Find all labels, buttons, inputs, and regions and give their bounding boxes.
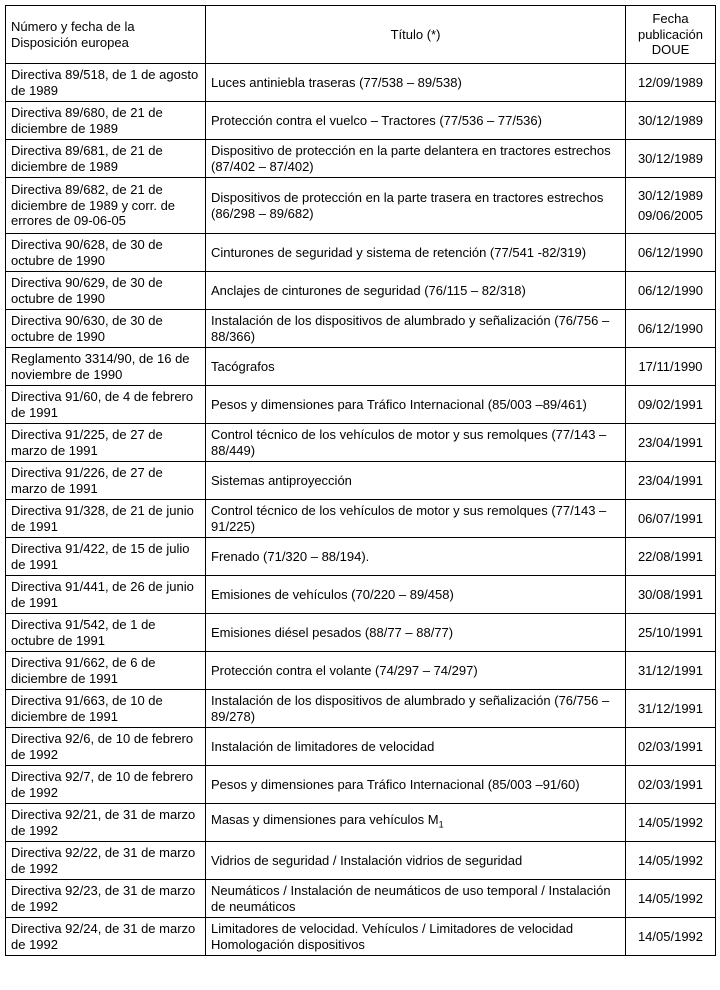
cell-titulo	[206, 424, 626, 462]
cell-fecha	[626, 272, 716, 310]
cell-fecha	[626, 842, 716, 880]
titulo-text: Luces antiniebla traseras (77/538 – 89/538)	[211, 74, 462, 90]
table-row	[6, 690, 716, 728]
fecha-value: 31/12/1991	[637, 700, 704, 716]
table-row	[6, 842, 716, 880]
fecha-value: 23/04/1991	[637, 472, 704, 488]
cell-fecha	[626, 102, 716, 140]
cell-fecha	[626, 310, 716, 348]
header-row	[6, 6, 716, 64]
cell-disposicion: Directiva 91/225, de 27 de marzo de 1991	[6, 424, 206, 462]
fecha-value-2: 09/06/2005	[637, 207, 704, 223]
fecha-value: 06/12/1990	[637, 244, 704, 260]
cell-disposicion: Directiva 92/22, de 31 de marzo de 1992	[6, 842, 206, 880]
table-row	[6, 576, 716, 614]
cell-disposicion: Directiva 92/21, de 31 de marzo de 1992	[6, 804, 206, 842]
titulo-text: Protección contra el volante (74/297 – 74/297)	[211, 662, 478, 678]
cell-disposicion: Directiva 91/542, de 1 de octubre de 1991	[6, 614, 206, 652]
table-row	[6, 310, 716, 348]
table-row	[6, 918, 716, 956]
table-row	[6, 728, 716, 766]
cell-disposicion: Directiva 89/681, de 21 de diciembre de 1989	[6, 140, 206, 178]
cell-disposicion: Directiva 91/662, de 6 de diciembre de 1991	[6, 652, 206, 690]
cell-titulo	[206, 500, 626, 538]
table-row	[6, 178, 716, 234]
table-row	[6, 386, 716, 424]
cell-titulo	[206, 348, 626, 386]
cell-titulo	[206, 804, 626, 842]
fecha-value: 02/03/1991	[637, 776, 704, 792]
cell-fecha	[626, 652, 716, 690]
cell-disposicion: Directiva 89/680, de 21 de diciembre de 1989	[6, 102, 206, 140]
fecha-value: 30/12/1989	[637, 188, 704, 203]
cell-titulo	[206, 178, 626, 234]
titulo-text: Cinturones de seguridad y sistema de retención (77/541 -82/319)	[211, 244, 587, 260]
cell-fecha	[626, 880, 716, 918]
cell-titulo	[206, 728, 626, 766]
fecha-value: 17/11/1990	[638, 358, 703, 374]
cell-fecha	[626, 348, 716, 386]
cell-titulo	[206, 234, 626, 272]
fecha-value: 23/04/1991	[637, 434, 704, 450]
titulo-text: Protección contra el vuelco – Tractores (77/536 – 77/536)	[211, 112, 542, 128]
fecha-value: 25/10/1991	[637, 624, 704, 640]
cell-fecha	[626, 462, 716, 500]
cell-titulo	[206, 652, 626, 690]
cell-disposicion: Directiva 92/7, de 10 de febrero de 1992	[6, 766, 206, 804]
titulo-text: Vidrios de seguridad / Instalación vidrios de seguridad	[211, 852, 523, 868]
cell-disposicion: Directiva 89/682, de 21 de diciembre de 1989 y corr. de errores de 09-06-05	[6, 178, 206, 234]
table-row	[6, 64, 716, 102]
cell-fecha	[626, 766, 716, 804]
fecha-value: 14/05/1992	[637, 928, 704, 944]
cell-titulo	[206, 272, 626, 310]
cell-disposicion: Directiva 91/441, de 26 de junio de 1991	[6, 576, 206, 614]
cell-titulo	[206, 538, 626, 576]
cell-fecha	[626, 804, 716, 842]
cell-disposicion: Directiva 90/628, de 30 de octubre de 1990	[6, 234, 206, 272]
titulo-text: Tacógrafos	[211, 358, 275, 374]
cell-disposicion: Directiva 92/23, de 31 de marzo de 1992	[6, 880, 206, 918]
cell-disposicion: Directiva 91/226, de 27 de marzo de 1991	[6, 462, 206, 500]
table-row	[6, 348, 716, 386]
cell-fecha	[626, 728, 716, 766]
titulo-text: Dispositivos de protección en la parte trasera en tractores estrechos (86/298 – 89/682)	[211, 190, 604, 221]
table-row	[6, 140, 716, 178]
titulo-text: Control técnico de los vehículos de motor y sus remolques (77/143 – 91/225)	[211, 503, 607, 534]
titulo-text: Emisiones de vehículos (70/220 – 89/458)	[211, 586, 454, 602]
cell-titulo	[206, 140, 626, 178]
cell-fecha	[626, 614, 716, 652]
cell-titulo	[206, 766, 626, 804]
titulo-text: Masas y dimensiones para vehículos M	[211, 811, 439, 827]
titulo-text: Sistemas antiproyección	[211, 472, 352, 488]
titulo-text: Pesos y dimensiones para Tráfico Internacional (85/003 –89/461)	[211, 396, 587, 412]
regulations-table	[5, 5, 716, 956]
cell-disposicion: Directiva 90/629, de 30 de octubre de 1990	[6, 272, 206, 310]
cell-titulo	[206, 102, 626, 140]
cell-disposicion: Reglamento 3314/90, de 16 de noviembre de 1990	[6, 348, 206, 386]
cell-fecha	[626, 178, 716, 234]
header-titulo: Título (*)	[206, 6, 626, 64]
titulo-text: Instalación de los dispositivos de alumbrado y señalización (76/756 – 88/366)	[211, 313, 610, 344]
fecha-value: 12/09/1989	[637, 74, 704, 90]
fecha-value: 31/12/1991	[637, 662, 704, 678]
cell-fecha	[626, 918, 716, 956]
table-row	[6, 538, 716, 576]
cell-disposicion: Directiva 90/630, de 30 de octubre de 1990	[6, 310, 206, 348]
cell-disposicion: Directiva 91/663, de 10 de diciembre de 1991	[6, 690, 206, 728]
fecha-value: 30/08/1991	[637, 586, 704, 602]
titulo-text: Neumáticos / Instalación de neumáticos de uso temporal / Instalación de neumáticos	[211, 883, 611, 914]
titulo-text: Emisiones diésel pesados (88/77 – 88/77)	[211, 624, 454, 640]
cell-titulo	[206, 64, 626, 102]
header-disposicion: Número y fecha de la Disposición europea	[6, 6, 206, 64]
cell-disposicion: Directiva 91/422, de 15 de julio de 1991	[6, 538, 206, 576]
fecha-value: 22/08/1991	[637, 548, 704, 564]
cell-fecha	[626, 690, 716, 728]
table-row	[6, 614, 716, 652]
table-row	[6, 880, 716, 918]
titulo-text: Pesos y dimensiones para Tráfico Internacional (85/003 –91/60)	[211, 776, 580, 792]
cell-fecha	[626, 386, 716, 424]
table-row	[6, 500, 716, 538]
titulo-text: Instalación de limitadores de velocidad	[211, 738, 435, 754]
cell-fecha	[626, 234, 716, 272]
table-row	[6, 424, 716, 462]
cell-disposicion: Directiva 92/24, de 31 de marzo de 1992	[6, 918, 206, 956]
titulo-text: Frenado (71/320 – 88/194).	[211, 548, 370, 564]
cell-disposicion: Directiva 92/6, de 10 de febrero de 1992	[6, 728, 206, 766]
cell-fecha	[626, 500, 716, 538]
cell-disposicion: Directiva 91/328, de 21 de junio de 1991	[6, 500, 206, 538]
header-fecha: Fecha publicación DOUE	[626, 6, 716, 64]
cell-fecha	[626, 424, 716, 462]
cell-titulo	[206, 880, 626, 918]
cell-titulo	[206, 576, 626, 614]
cell-titulo	[206, 614, 626, 652]
titulo-subscript: 1	[438, 819, 444, 830]
cell-disposicion: Directiva 91/60, de 4 de febrero de 1991	[6, 386, 206, 424]
cell-titulo	[206, 842, 626, 880]
cell-titulo	[206, 690, 626, 728]
table-row	[6, 462, 716, 500]
table-body	[6, 64, 716, 956]
fecha-value: 14/05/1992	[637, 814, 704, 830]
fecha-value: 14/05/1992	[637, 852, 704, 868]
titulo-text: Instalación de los dispositivos de alumbrado y señalización (76/756 – 89/278)	[211, 693, 610, 724]
cell-fecha	[626, 576, 716, 614]
cell-fecha	[626, 538, 716, 576]
table-row	[6, 804, 716, 842]
table-row	[6, 102, 716, 140]
fecha-value: 06/07/1991	[637, 510, 704, 526]
cell-titulo	[206, 462, 626, 500]
cell-titulo	[206, 310, 626, 348]
fecha-value: 30/12/1989	[637, 150, 704, 166]
table-row	[6, 652, 716, 690]
titulo-text: Anclajes de cinturones de seguridad (76/115 – 82/318)	[211, 282, 526, 298]
cell-fecha	[626, 64, 716, 102]
fecha-value: 14/05/1992	[637, 890, 704, 906]
table-row	[6, 272, 716, 310]
fecha-value: 30/12/1989	[637, 112, 704, 128]
table-row	[6, 766, 716, 804]
titulo-text: Dispositivo de protección en la parte delantera en tractores estrechos (87/402 – 87/402)	[211, 143, 611, 174]
fecha-value: 06/12/1990	[637, 320, 704, 336]
fecha-value: 06/12/1990	[637, 282, 704, 298]
fecha-value: 09/02/1991	[637, 396, 704, 412]
cell-titulo	[206, 386, 626, 424]
fecha-value: 02/03/1991	[637, 738, 704, 754]
cell-disposicion: Directiva 89/518, de 1 de agosto de 1989	[6, 64, 206, 102]
cell-fecha	[626, 140, 716, 178]
cell-titulo	[206, 918, 626, 956]
titulo-text: Control técnico de los vehículos de motor y sus remolques (77/143 – 88/449)	[211, 427, 607, 458]
table-row	[6, 234, 716, 272]
titulo-text: Limitadores de velocidad. Vehículos / Limitadores de velocidad Homologación dispositivos	[211, 921, 574, 952]
